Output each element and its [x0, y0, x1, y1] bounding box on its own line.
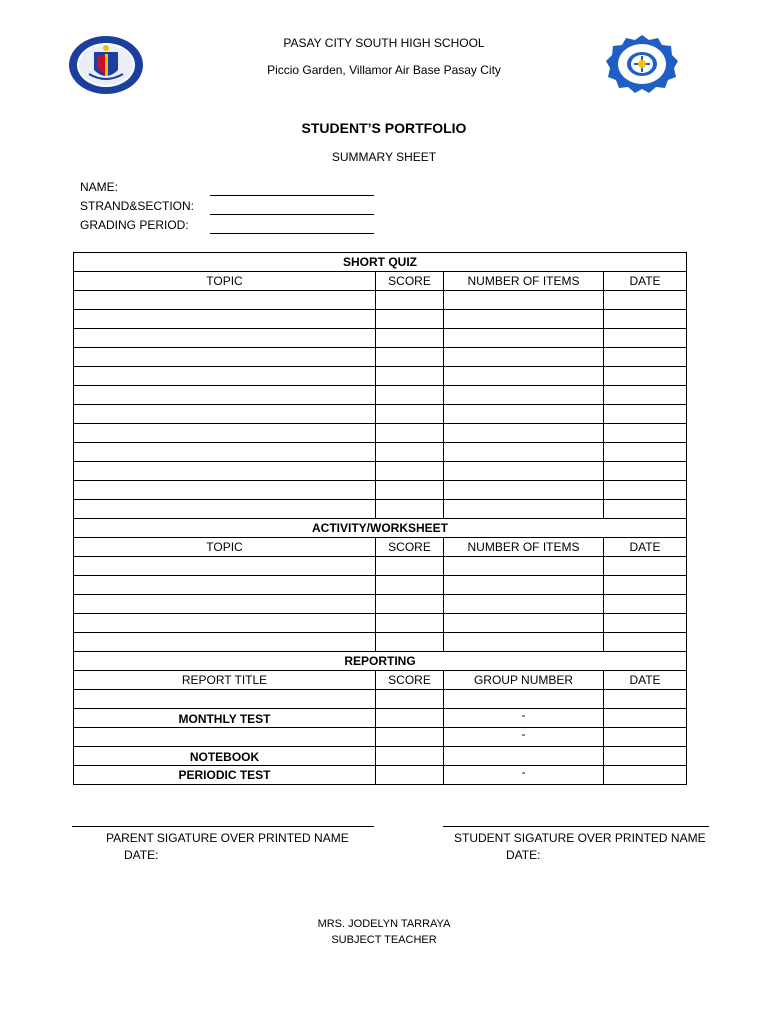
- date-cell[interactable]: [604, 386, 687, 405]
- date-cell[interactable]: [604, 576, 687, 595]
- table-row: [74, 443, 687, 462]
- monthly-test-label: MONTHLY TEST: [74, 709, 376, 728]
- report-title-cell[interactable]: [74, 728, 376, 747]
- date-cell[interactable]: [604, 614, 687, 633]
- score-cell[interactable]: [376, 709, 444, 728]
- date-cell[interactable]: [604, 462, 687, 481]
- table-row: [74, 709, 687, 728]
- topic-cell[interactable]: [74, 443, 376, 462]
- date-cell[interactable]: [604, 595, 687, 614]
- date-cell[interactable]: [604, 500, 687, 519]
- items-cell[interactable]: [444, 386, 604, 405]
- topic-cell[interactable]: [74, 348, 376, 367]
- score-cell[interactable]: [376, 386, 444, 405]
- page-subtitle: SUMMARY SHEET: [331, 150, 437, 164]
- score-cell[interactable]: [376, 424, 444, 443]
- date-cell[interactable]: [604, 728, 687, 747]
- score-cell[interactable]: [376, 766, 444, 785]
- strand-section-field[interactable]: [210, 214, 374, 215]
- group-number-cell[interactable]: [444, 690, 604, 709]
- column-header-row: [74, 272, 687, 291]
- table-row: [74, 329, 687, 348]
- items-cell[interactable]: [444, 367, 604, 386]
- items-cell[interactable]: [444, 310, 604, 329]
- score-cell[interactable]: [376, 728, 444, 747]
- table-row: [74, 367, 687, 386]
- date-cell[interactable]: [604, 310, 687, 329]
- table-row: [74, 348, 687, 367]
- score-cell[interactable]: [376, 405, 444, 424]
- topic-cell[interactable]: [74, 462, 376, 481]
- student-signature-label: STUDENT SIGATURE OVER PRINTED NAME: [454, 831, 706, 845]
- column-header: REPORT TITLE: [74, 671, 376, 690]
- score-cell[interactable]: [376, 595, 444, 614]
- date-cell[interactable]: [604, 367, 687, 386]
- column-header-row: [74, 538, 687, 557]
- parent-date-label: DATE:: [124, 848, 159, 862]
- items-cell[interactable]: [444, 329, 604, 348]
- student-signature-line[interactable]: [443, 826, 709, 827]
- date-cell[interactable]: [604, 329, 687, 348]
- table-row: [74, 614, 687, 633]
- section-header-row: [74, 253, 687, 272]
- parent-signature-line[interactable]: [72, 826, 374, 827]
- teacher-name: MRS. JODELYN TARRAYA: [317, 918, 451, 930]
- score-cell[interactable]: [376, 747, 444, 766]
- topic-cell[interactable]: [74, 576, 376, 595]
- topic-cell[interactable]: [74, 424, 376, 443]
- column-header: TOPIC: [74, 538, 376, 557]
- column-header: TOPIC: [74, 272, 376, 291]
- date-cell[interactable]: [604, 557, 687, 576]
- topic-cell[interactable]: [74, 367, 376, 386]
- portfolio-table: [73, 252, 687, 785]
- items-cell[interactable]: [444, 348, 604, 367]
- table-row: [74, 747, 687, 766]
- topic-cell[interactable]: [74, 405, 376, 424]
- student-date-label: DATE:: [506, 848, 541, 862]
- periodic-test-label: PERIODIC TEST: [74, 766, 376, 785]
- table-row: [74, 690, 687, 709]
- score-cell[interactable]: [376, 633, 444, 652]
- date-cell[interactable]: [604, 424, 687, 443]
- date-cell[interactable]: [604, 633, 687, 652]
- column-header: GROUP NUMBER: [444, 671, 604, 690]
- column-header: NUMBER OF ITEMS: [444, 272, 604, 291]
- topic-cell[interactable]: [74, 557, 376, 576]
- date-cell[interactable]: [604, 481, 687, 500]
- column-header: DATE: [604, 671, 687, 690]
- topic-cell[interactable]: [74, 329, 376, 348]
- date-cell[interactable]: [604, 443, 687, 462]
- grading-period-field[interactable]: [210, 233, 374, 234]
- group-number-cell[interactable]: -: [444, 728, 604, 747]
- table-row: [74, 766, 687, 785]
- topic-cell[interactable]: [74, 500, 376, 519]
- group-number-cell[interactable]: [444, 747, 604, 766]
- topic-cell[interactable]: [74, 386, 376, 405]
- topic-cell[interactable]: [74, 595, 376, 614]
- column-header: NUMBER OF ITEMS: [444, 538, 604, 557]
- column-header: SCORE: [376, 671, 444, 690]
- column-header: SCORE: [376, 538, 444, 557]
- items-cell[interactable]: [444, 291, 604, 310]
- score-cell[interactable]: [376, 481, 444, 500]
- items-cell[interactable]: [444, 576, 604, 595]
- date-cell[interactable]: [604, 348, 687, 367]
- topic-cell[interactable]: [74, 310, 376, 329]
- name-field[interactable]: [210, 195, 374, 196]
- parent-signature-label: PARENT SIGATURE OVER PRINTED NAME: [106, 831, 349, 845]
- table-row: [74, 595, 687, 614]
- score-cell[interactable]: [376, 576, 444, 595]
- score-cell[interactable]: [376, 614, 444, 633]
- topic-cell[interactable]: [74, 614, 376, 633]
- items-cell[interactable]: [444, 595, 604, 614]
- score-cell[interactable]: [376, 500, 444, 519]
- score-cell[interactable]: [376, 443, 444, 462]
- table-row: [74, 386, 687, 405]
- table-row: [74, 291, 687, 310]
- topic-cell[interactable]: [74, 291, 376, 310]
- table-row: [74, 310, 687, 329]
- items-cell[interactable]: [444, 614, 604, 633]
- items-cell[interactable]: [444, 443, 604, 462]
- table-row: [74, 557, 687, 576]
- group-number-cell[interactable]: -: [444, 766, 604, 785]
- table-row: [74, 500, 687, 519]
- date-cell[interactable]: [604, 766, 687, 785]
- notebook-label: NOTEBOOK: [74, 747, 376, 766]
- section-header-row: [74, 519, 687, 538]
- items-cell[interactable]: [444, 557, 604, 576]
- score-cell[interactable]: [376, 348, 444, 367]
- reporting-title: REPORTING: [74, 652, 687, 671]
- table-row: [74, 728, 687, 747]
- date-cell[interactable]: [604, 405, 687, 424]
- teacher-role: SUBJECT TEACHER: [331, 934, 437, 946]
- table-row: [74, 424, 687, 443]
- score-cell[interactable]: [376, 557, 444, 576]
- column-header-row: [74, 671, 687, 690]
- items-cell[interactable]: [444, 424, 604, 443]
- date-cell[interactable]: [604, 709, 687, 728]
- school-address: Piccio Garden, Villamor Air Base Pasay City: [267, 63, 501, 77]
- items-cell[interactable]: [444, 500, 604, 519]
- table-row: [74, 405, 687, 424]
- score-cell[interactable]: [376, 329, 444, 348]
- school-name: PASAY CITY SOUTH HIGH SCHOOL: [283, 36, 485, 50]
- column-header: DATE: [604, 538, 687, 557]
- score-cell[interactable]: [376, 462, 444, 481]
- topic-cell[interactable]: [74, 481, 376, 500]
- name-label: NAME:: [80, 180, 119, 194]
- table-row: [74, 576, 687, 595]
- date-cell[interactable]: [604, 690, 687, 709]
- column-header: DATE: [604, 272, 687, 291]
- strand-section-label: STRAND&SECTION:: [80, 199, 195, 213]
- score-cell[interactable]: [376, 690, 444, 709]
- items-cell[interactable]: [444, 633, 604, 652]
- score-cell[interactable]: [376, 291, 444, 310]
- section-header-row: [74, 652, 687, 671]
- short-quiz-title: SHORT QUIZ: [74, 253, 687, 272]
- table-row: [74, 633, 687, 652]
- column-header: SCORE: [376, 272, 444, 291]
- table-row: [74, 462, 687, 481]
- group-number-cell[interactable]: -: [444, 709, 604, 728]
- page-title: STUDENT’S PORTFOLIO: [301, 120, 467, 136]
- date-cell[interactable]: [604, 291, 687, 310]
- topic-cell[interactable]: [74, 633, 376, 652]
- date-cell[interactable]: [604, 747, 687, 766]
- table-row: [74, 481, 687, 500]
- report-title-cell[interactable]: [74, 690, 376, 709]
- grading-period-label: GRADING PERIOD:: [80, 218, 189, 232]
- activity-worksheet-title: ACTIVITY/WORKSHEET: [74, 519, 687, 538]
- score-cell[interactable]: [376, 367, 444, 386]
- score-cell[interactable]: [376, 310, 444, 329]
- items-cell[interactable]: [444, 481, 604, 500]
- items-cell[interactable]: [444, 405, 604, 424]
- items-cell[interactable]: [444, 462, 604, 481]
